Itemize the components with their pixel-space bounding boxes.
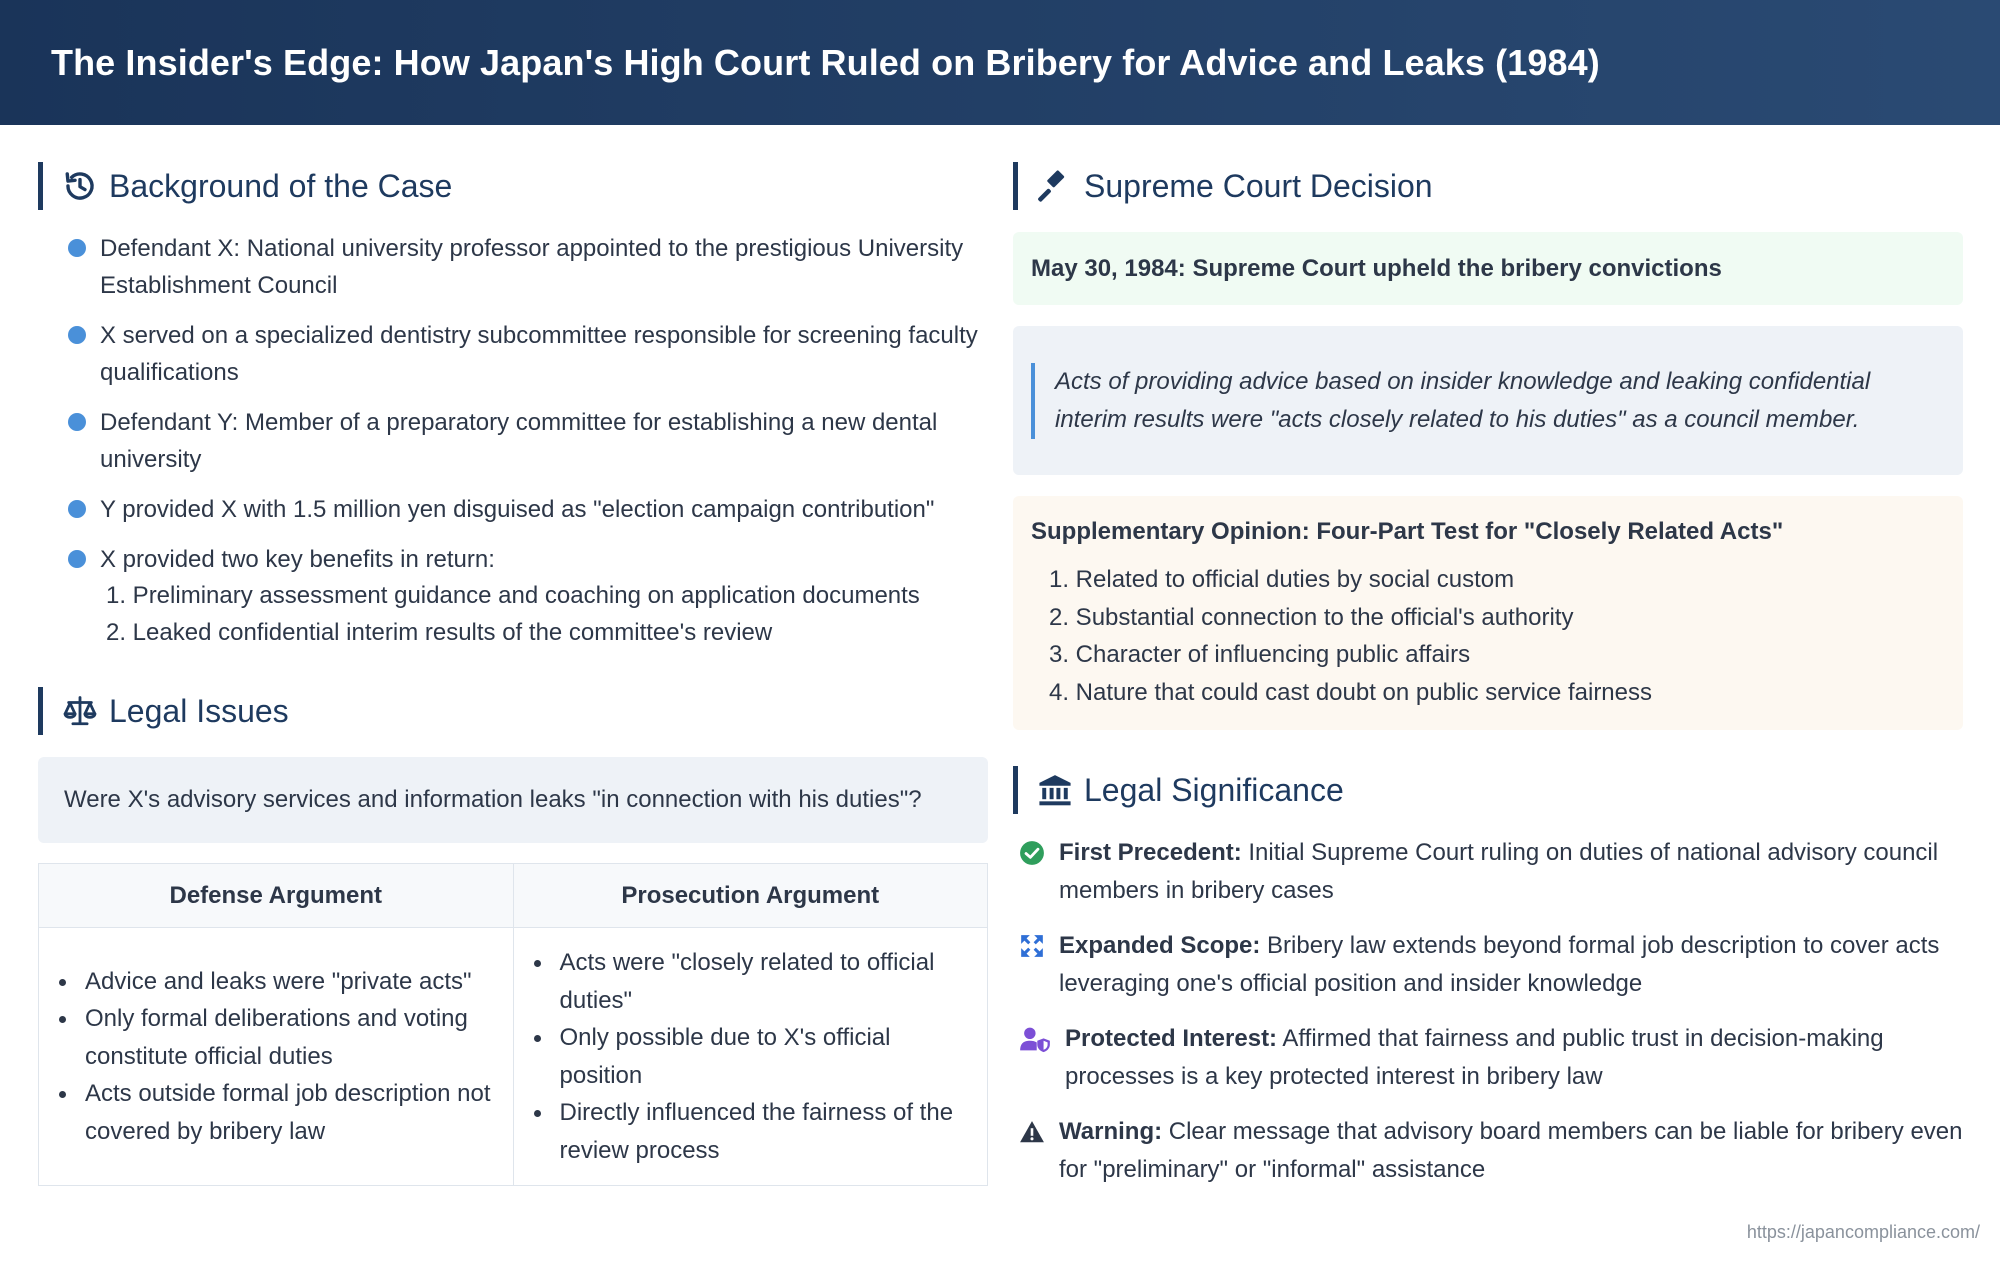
list-item: Directly influenced the fairness of the review process	[528, 1094, 978, 1169]
defense-cell	[39, 928, 514, 1186]
list-item: Acts outside formal job description not covered by bribery law	[53, 1075, 503, 1150]
issue-question: Were X's advisory services and information leaks "in connection with his duties"?	[38, 757, 988, 843]
decision-quote-box	[1013, 326, 1963, 475]
four-part-test-list	[1031, 561, 1945, 711]
issues-section-title: Legal Issues	[38, 687, 988, 735]
list-item: Protected Interest: Affirmed that fairness and public trust in decision-making processes is a key protected interest in bribery law	[1019, 1020, 1963, 1095]
right-column	[1013, 162, 1963, 1206]
list-item: 2. Leaked confidential interim results of the committee's review	[106, 619, 773, 646]
decision-summary: May 30, 1984: Supreme Court upheld the bribery convictions	[1013, 232, 1963, 305]
list-item: 1. Related to official duties by social custom	[1049, 566, 1515, 593]
list-item: 2. Substantial connection to the official's authority	[1049, 603, 1574, 631]
prosecution-cell	[513, 928, 988, 1186]
landmark-icon	[1038, 773, 1072, 807]
background-section-title: Background of the Case	[38, 162, 988, 210]
list-item: 4. Nature that could cast doubt on public service fairness	[1049, 678, 1652, 706]
supplementary-opinion	[1013, 496, 1963, 730]
significance-list	[1013, 834, 1963, 1188]
left-column	[38, 162, 988, 1186]
list-item: X provided two key benefits in return:	[68, 541, 988, 578]
expand-arrows-icon	[1019, 927, 1051, 964]
significance-section-title: Legal Significance	[1013, 766, 1963, 814]
prosecution-header: Prosecution Argument	[513, 864, 988, 928]
page-title: The Insider's Edge: How Japan's High Court Ruled on Bribery for Advice and Leaks (1984)	[51, 41, 1600, 83]
list-item: Y provided X with 1.5 million yen disguised as "election campaign contribution"	[68, 491, 988, 528]
decision-section-title: Supreme Court Decision	[1013, 162, 1963, 210]
benefits-list	[38, 577, 988, 651]
check-circle-icon	[1019, 834, 1051, 871]
list-item: Only possible due to X's official position	[528, 1019, 978, 1094]
list-item: Defendant X: National university professor appointed to the prestigious University Establishment Council	[68, 230, 988, 304]
defense-header: Defense Argument	[39, 864, 514, 928]
list-item: X served on a specialized dentistry subcommittee responsible for screening faculty qualifications	[68, 317, 988, 391]
list-item: 3. Character of influencing public affairs	[1049, 641, 1471, 668]
list-item: Advice and leaks were "private acts"	[53, 963, 503, 1001]
background-list	[38, 230, 988, 578]
decision-quote: Acts of providing advice based on insider knowledge and leaking confidential interim results were "acts closely related to his duties" as a council member.	[1031, 363, 1923, 439]
list-item: Only formal deliberations and voting constitute official duties	[53, 1000, 503, 1075]
supplementary-title: Supplementary Opinion: Four-Part Test for "Closely Related Acts"	[1031, 518, 1784, 545]
list-item: First Precedent: Initial Supreme Court ruling on duties of national advisory council members in bribery cases	[1019, 834, 1963, 909]
list-item: Warning: Clear message that advisory board members can be liable for bribery even for "preliminary" or "informal" assistance	[1019, 1113, 1963, 1188]
list-item: Acts were "closely related to official duties"	[528, 944, 978, 1019]
page-header	[0, 0, 2000, 125]
user-shield-icon	[1019, 1020, 1057, 1057]
list-item: Expanded Scope: Bribery law extends beyond formal job description to cover acts leveraging one's official position and insider knowledge	[1019, 927, 1963, 1002]
gavel-icon	[1038, 169, 1072, 203]
arguments-table	[38, 863, 988, 1186]
warning-icon	[1019, 1113, 1051, 1150]
scale-icon	[63, 694, 97, 728]
list-item: Defendant Y: Member of a preparatory committee for establishing a new dental university	[68, 404, 988, 478]
list-item: 1. Preliminary assessment guidance and coaching on application documents	[106, 582, 920, 609]
footer-url: https://japancompliance.com/	[1746, 1222, 1980, 1242]
history-icon	[63, 169, 97, 203]
